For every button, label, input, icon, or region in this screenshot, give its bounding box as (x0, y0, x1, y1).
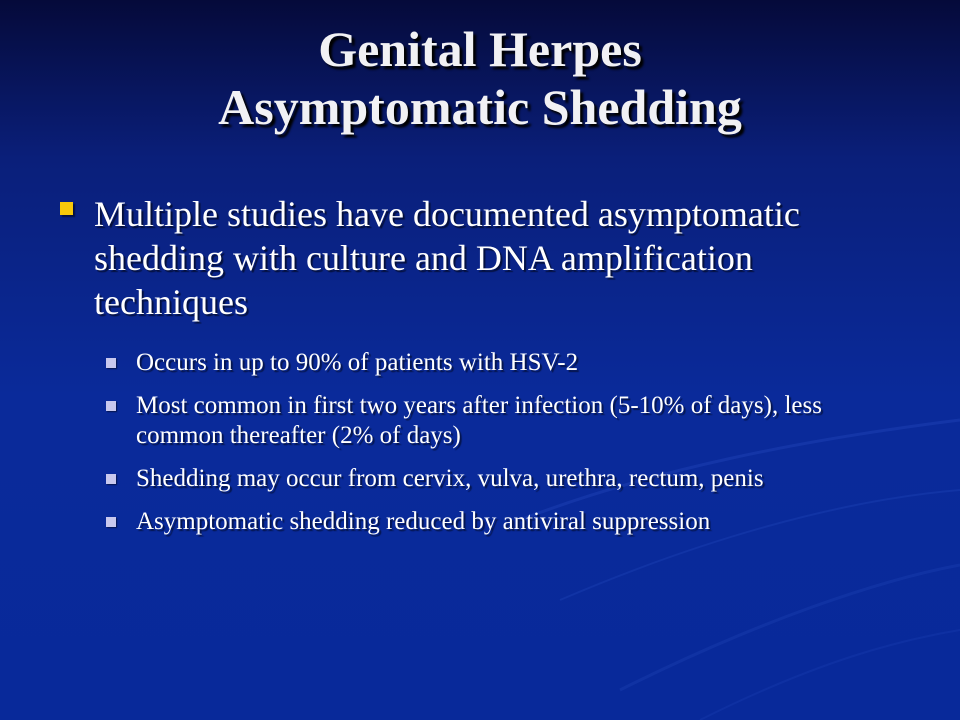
sub-bullet-text: Shedding may occur from cervix, vulva, urethra, rectum, penis (136, 465, 764, 492)
sub-bullet-square-icon (106, 401, 116, 411)
sub-bullet-square-icon (106, 358, 116, 368)
sub-bullet-text: Asymptomatic shedding reduced by antiviral suppression (136, 508, 711, 535)
sub-bullet-item (106, 391, 866, 451)
slide-title-line-1: Genital Herpes (318, 21, 642, 77)
sub-bullet-square-icon (106, 474, 116, 484)
sub-bullet-list (106, 348, 866, 550)
main-bullet-text: Multiple studies have documented asymptomatic shedding with culture and DNA amplification techniques (94, 194, 800, 322)
slide-title (0, 20, 960, 136)
main-bullet (64, 192, 844, 324)
sub-bullet-text: Occurs in up to 90% of patients with HSV-2 (136, 349, 579, 376)
sub-bullet-item (106, 348, 866, 378)
sub-bullet-square-icon (106, 517, 116, 527)
main-bullet-square-icon (60, 202, 73, 215)
sub-bullet-item (106, 464, 866, 494)
sub-bullet-text: Most common in first two years after infection (5-10% of days), less common thereafter (2% of days) (136, 392, 822, 449)
slide-title-line-2: Asymptomatic Shedding (218, 79, 742, 135)
sub-bullet-item (106, 507, 866, 537)
